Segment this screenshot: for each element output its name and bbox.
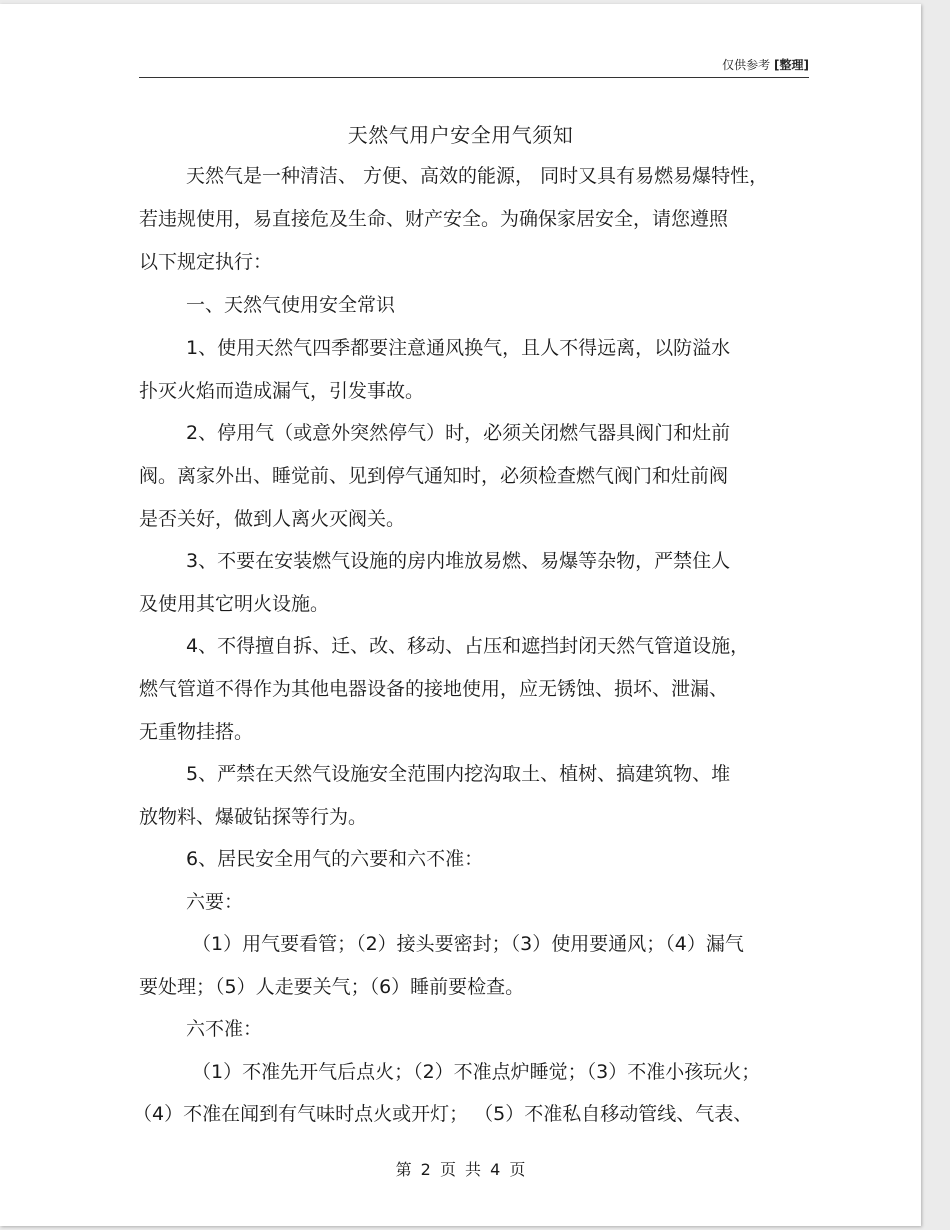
body-line: （1）用气要看管；（2）接头要密封；（3）使用要通风；（4）漏气 bbox=[192, 933, 744, 955]
body-line: （4）不准在闻到有气味时点火或开灯； （5）不准私自移动管线、气表、 bbox=[133, 1103, 753, 1125]
body-line: （1）不准先开气后点火；（2）不准点炉睡觉；（3）不准小孩玩火； bbox=[192, 1061, 761, 1083]
body-line: 4、不得擅自拆、迁、改、移动、占压和遮挡封闭天然气管道设施， bbox=[186, 635, 750, 657]
header-note-text: 仅供参考 bbox=[722, 58, 771, 72]
document-title: 天然气用户安全用气须知 bbox=[347, 123, 574, 147]
body-line: 3、不要在安装燃气设施的房内堆放易燃、易爆等杂物，严禁住人 bbox=[186, 550, 731, 572]
header-rule bbox=[139, 77, 809, 78]
body-line: 以下规定执行： bbox=[139, 251, 273, 273]
body-line: 2、停用气（或意外突然停气）时，必须关闭燃气器具阀门和灶前 bbox=[186, 422, 731, 444]
header-tag: [整理] bbox=[774, 58, 809, 72]
body-line: 天然气是一种清洁、 方便、高效的能源， 同时又具有易燃易爆特性， bbox=[186, 165, 769, 187]
body-line: 六要： bbox=[186, 891, 244, 913]
section-heading: 一、天然气使用安全常识 bbox=[186, 294, 396, 316]
body-line: 1、使用天然气四季都要注意通风换气，且人不得远离，以防溢水 bbox=[186, 337, 731, 359]
body-line: 及使用其它明火设施。 bbox=[139, 593, 330, 615]
page-footer: 第 2 页 共 4 页 bbox=[395, 1160, 526, 1179]
body-line: 放物料、爆破钻探等行为。 bbox=[139, 806, 368, 828]
body-line: 燃气管道不得作为其他电器设备的接地使用，应无锈蚀、损坏、泄漏、 bbox=[139, 678, 729, 700]
body-line: 6、居民安全用气的六要和六不准： bbox=[186, 848, 484, 870]
body-line: 是否关好，做到人离火灭阀关。 bbox=[139, 508, 406, 530]
body-line: 阀。离家外出、睡觉前、见到停气通知时，必须检查燃气阀门和灶前阀 bbox=[139, 465, 729, 487]
document-page bbox=[0, 4, 921, 1226]
body-line: 要处理；（5）人走要关气；（6）睡前要检查。 bbox=[139, 976, 525, 998]
body-line: 无重物挂搭。 bbox=[139, 721, 254, 743]
body-line: 六不准： bbox=[186, 1018, 263, 1040]
body-line: 若违规使用，易直接危及生命、财产安全。为确保家居安全，请您遵照 bbox=[139, 208, 729, 230]
body-line: 5、严禁在天然气设施安全范围内挖沟取土、植树、搞建筑物、堆 bbox=[186, 763, 731, 785]
header-note bbox=[722, 56, 809, 73]
body-line: 扑灭火焰而造成漏气，引发事故。 bbox=[139, 380, 425, 402]
